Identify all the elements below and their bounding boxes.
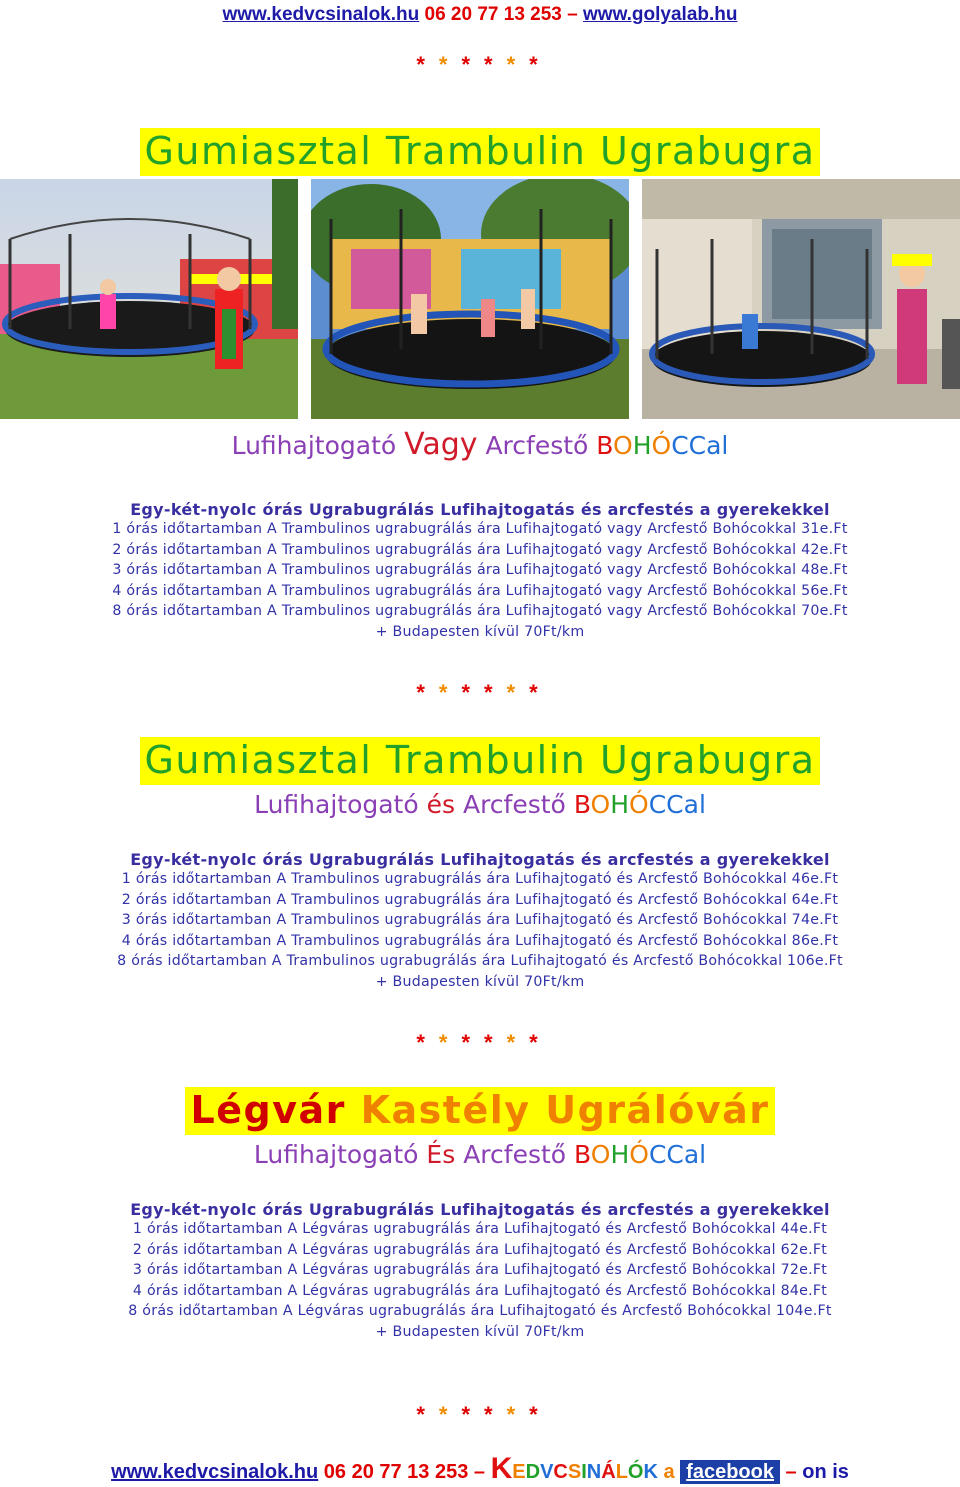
subtitle-bohoc: BOHÓCCal <box>573 790 706 819</box>
subtitle-connector: És <box>426 1140 456 1169</box>
footer-site-link[interactable]: www.kedvcsinalok.hu <box>111 1461 319 1483</box>
header-site-link[interactable]: www.kedvcsinalok.hu <box>222 4 420 25</box>
price-line: 4 órás időtartamban A Trambulinos ugrabugrálás ára Lufihajtogató vagy Arcfestő Bohócokkal 56e.Ft <box>112 582 848 599</box>
header-site2-link[interactable]: www.golyalab.hu <box>583 4 738 25</box>
header-dash: – <box>567 4 578 25</box>
subtitle-arcfesto: Arcfestő <box>485 431 589 460</box>
price-line: 1 órás időtartamban A Légváras ugrabugrálás ára Lufihajtogató és Arcfestő Bohócokkal 44e.Ft <box>132 1221 828 1237</box>
photo-trampoline-3 <box>642 179 960 419</box>
header-bar <box>0 4 960 26</box>
subtitle-connector: és <box>426 790 456 819</box>
section2-subtitle <box>0 790 960 819</box>
travel-fee: + Budapesten kívül 70Ft/km <box>375 973 585 990</box>
section2-heading: Egy-két-nyolc órás Ugrabugrálás Lufihajtogatás és arcfestés a gyerekekkel <box>130 850 830 869</box>
photo-trampoline-1 <box>0 179 298 419</box>
section2-title: Gumiasztal Trambulin Ugrabugra <box>140 737 819 785</box>
subtitle-lufi: Lufihajtogató <box>254 790 419 819</box>
price-line: 4 órás időtartamban A Trambulinos ugrabugrálás ára Lufihajtogató és Arcfestő Bohócokkal 86e.Ft <box>121 932 839 949</box>
price-line: 1 órás időtartamban A Trambulinos ugrabugrálás ára Lufihajtogató és Arcfestő Bohócokkal 46e.Ft <box>121 871 839 887</box>
price-line: 2 órás időtartamban A Trambulinos ugrabugrálás ára Lufihajtogató vagy Arcfestő Bohócokkal 42e.Ft <box>112 541 848 558</box>
footer-dash: – <box>473 1461 486 1483</box>
footer-dash: – <box>785 1461 797 1483</box>
section1-title: Gumiasztal Trambulin Ugrabugra <box>140 128 819 176</box>
price-line: 8 órás időtartamban A Trambulinos ugrabugrálás ára Lufihajtogató vagy Arcfestő Bohócokkal 70e.Ft <box>112 603 848 619</box>
section3-heading: Egy-két-nyolc órás Ugrabugrálás Lufihajtogatás és arcfestés a gyerekekkel <box>130 1200 830 1219</box>
photo-trampoline-2 <box>311 179 629 419</box>
subtitle-lufi: Lufihajtogató <box>253 1140 419 1169</box>
price-line: 2 órás időtartamban A Légváras ugrabugrálás ára Lufihajtogató és Arcfestő Bohócokkal 62e.Ft <box>132 1241 828 1258</box>
kedvcsinalok-brand: KEDVCSINÁLÓK a <box>490 1452 675 1485</box>
section3-subtitle <box>0 1140 960 1169</box>
stars-divider: * * * * * * <box>416 1402 544 1427</box>
price-line: 3 órás időtartamban A Légváras ugrabugrálás ára Lufihajtogató és Arcfestő Bohócokkal 72e.Ft <box>132 1262 828 1278</box>
price-line: 8 órás időtartamban A Légváras ugrabugrálás ára Lufihajtogató és Arcfestő Bohócokkal 104e.Ft <box>128 1303 832 1319</box>
section2-title-wrap <box>0 737 960 785</box>
section1-heading: Egy-két-nyolc órás Ugrabugrálás Lufihajtogatás és arcfestés a gyerekekkel <box>130 500 830 519</box>
footer-bar <box>0 1452 960 1486</box>
subtitle-arcfesto: Arcfestő <box>463 1140 567 1169</box>
facebook-link[interactable]: facebook <box>680 1460 780 1484</box>
price-line: 1 órás időtartamban A Trambulinos ugrabugrálás ára Lufihajtogató vagy Arcfestő Bohócokkal 31e.Ft <box>112 521 848 537</box>
section3-title-b: Kastély Ugrálóvár <box>360 1088 770 1132</box>
price-line: 3 órás időtartamban A Trambulinos ugrabugrálás ára Lufihajtogató vagy Arcfestő Bohócokkal 48e.Ft <box>112 562 848 578</box>
footer-phone: 06 20 77 13 253 <box>323 1461 469 1483</box>
price-line: 2 órás időtartamban A Trambulinos ugrabugrálás ára Lufihajtogató és Arcfestő Bohócokkal 64e.Ft <box>121 891 839 908</box>
subtitle-lufi: Lufihajtogató <box>231 431 397 460</box>
stars-divider: * * * * * * <box>416 1030 544 1055</box>
section1-subtitle <box>0 427 960 462</box>
section3-title <box>185 1087 776 1135</box>
section3-title-a: Légvár <box>190 1088 346 1132</box>
price-line: 3 órás időtartamban A Trambulinos ugrabugrálás ára Lufihajtogató és Arcfestő Bohócokkal 74e.Ft <box>121 912 839 928</box>
subtitle-connector: Vagy <box>404 427 478 462</box>
section3-prices <box>0 1200 960 1342</box>
stars-divider: * * * * * * <box>416 52 544 77</box>
travel-fee: + Budapesten kívül 70Ft/km <box>375 1323 585 1340</box>
header-phone: 06 20 77 13 253 <box>424 4 562 25</box>
subtitle-arcfesto: Arcfestő <box>462 790 566 819</box>
travel-fee: + Budapesten kívül 70Ft/km <box>375 623 585 640</box>
subtitle-bohoc: BOHÓCCal <box>574 1140 707 1169</box>
price-line: 8 órás időtartamban A Trambulinos ugrabugrálás ára Lufihajtogató és Arcfestő Bohócokkal 106e.Ft <box>117 953 843 969</box>
subtitle-bohoc: BOHÓCCal <box>596 431 729 460</box>
section2-prices <box>0 850 960 992</box>
photo-strip <box>0 179 960 419</box>
section3-title-wrap <box>0 1087 960 1135</box>
price-line: 4 órás időtartamban A Légváras ugrabugrálás ára Lufihajtogató és Arcfestő Bohócokkal 84e.Ft <box>132 1282 828 1299</box>
section1-prices <box>0 500 960 642</box>
stars-divider: * * * * * * <box>416 680 544 705</box>
footer-on-is: on is <box>802 1461 849 1483</box>
section1-title-wrap <box>0 128 960 176</box>
